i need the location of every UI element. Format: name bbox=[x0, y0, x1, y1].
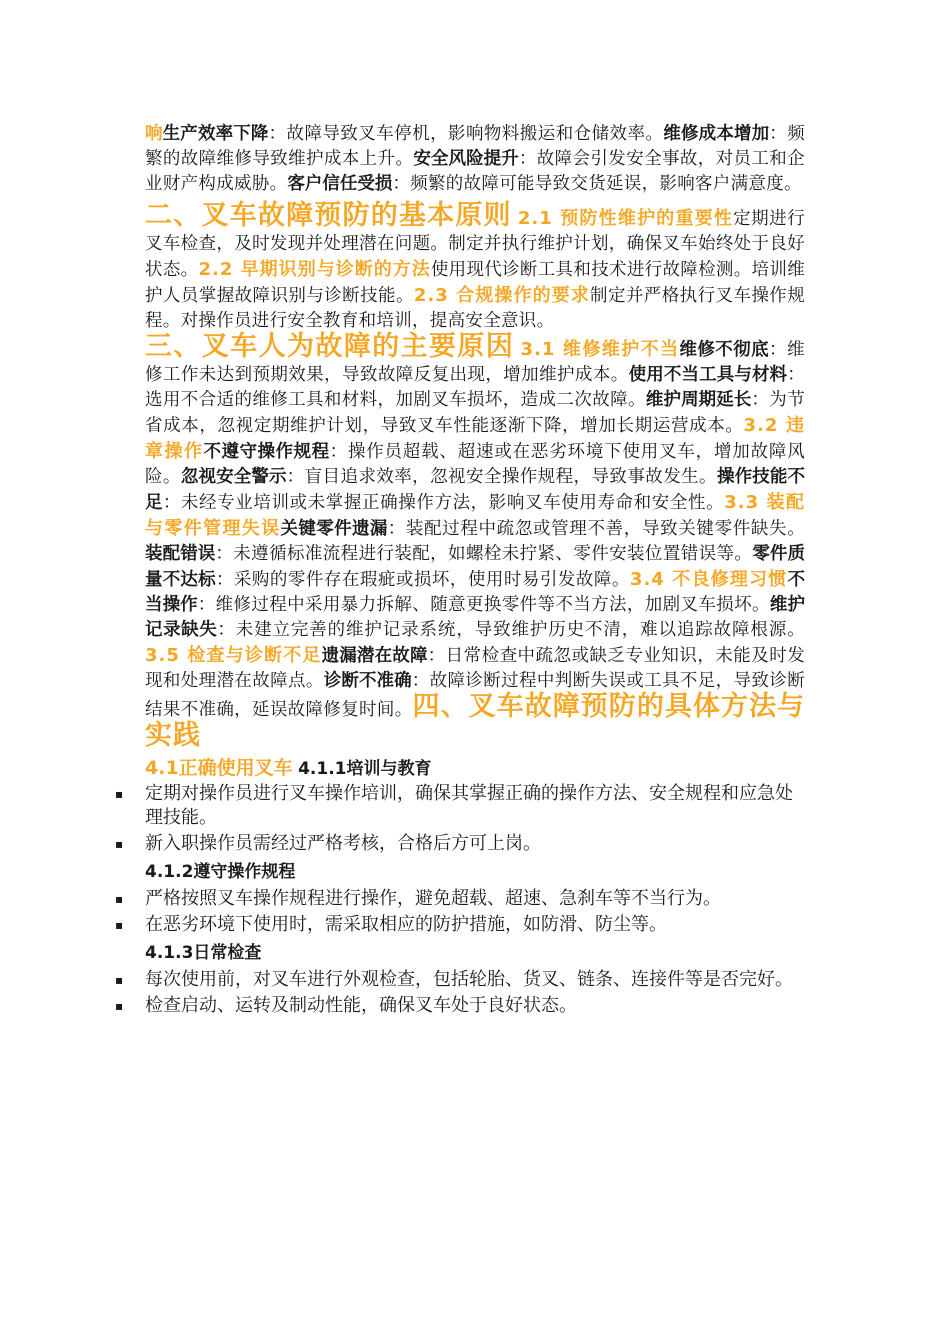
list-item-text: 严格按照叉车操作规程进行操作，避免超载、超速、急刹车等不当行为。 bbox=[145, 888, 721, 909]
list-item-text: 每次使用前，对叉车进行外观检查，包括轮胎、货叉、链条、连接件等是否完好。 bbox=[145, 969, 793, 990]
list-item bbox=[115, 913, 805, 937]
bullet-icon: ▪ bbox=[115, 892, 124, 906]
body-text: ：故障诊断过程中判断失误或工具不足，导致诊断结果不准确，延误故障修复时间。 bbox=[145, 671, 806, 720]
list-item bbox=[115, 994, 805, 1018]
body-text: 使用现代诊断工具和技术进行故障检测。培训维护人员掌握故障识别与诊断技能。 bbox=[145, 260, 805, 306]
list-item-text: 在恶劣环境下使用时，需采取相应的防护措施，如防滑、防尘等。 bbox=[145, 914, 667, 935]
body-text: ：未经专业培训或未掌握正确操作方法，影响叉车使用寿命和安全性。 bbox=[162, 493, 725, 513]
list-item bbox=[115, 968, 805, 992]
list-item bbox=[115, 832, 805, 856]
body-text: ：维修工作未达到预期效果，导致故障反复出现，增加维护成本。 bbox=[145, 340, 805, 385]
subsection-heading-4-1-2 bbox=[145, 860, 805, 885]
subsection-heading-3-1: 3.1 维修维护不当 bbox=[520, 339, 680, 360]
document-content bbox=[115, 122, 806, 1020]
bold-term: 操作技能不足 bbox=[145, 467, 806, 513]
list-item-text: 新入职操作员需经过严格考核，合格后方可上岗。 bbox=[145, 833, 541, 854]
bold-term: 使用不当工具与材料 bbox=[628, 365, 788, 385]
bold-term: 维护记录缺失 bbox=[145, 595, 806, 640]
body-text: ：装配过程中疏忽或管理不善，导致关键零件缺失。 bbox=[387, 519, 806, 539]
subsection-title-4-1: 4.1正确使用叉车 bbox=[145, 757, 293, 779]
bullet-icon: ▪ bbox=[115, 999, 124, 1013]
body-text: ：未建立完善的维护记录系统，导致维护历史不清，难以追踪故障根源。 bbox=[217, 620, 806, 640]
paragraph-causes bbox=[145, 331, 806, 752]
body-text: ：操作员超载、超速或在恶劣环境下使用叉车，增加故障风险。 bbox=[145, 442, 806, 487]
subsection-heading-3-4: 3.4 不良修理习惯 bbox=[629, 569, 788, 590]
list-item-text: 检查启动、运转及制动性能，确保叉车处于良好状态。 bbox=[145, 995, 577, 1016]
section-heading-3: 三、叉车人为故障的主要原因 bbox=[145, 331, 515, 362]
body-text: ：频繁的故障维修导致维护成本上升。 bbox=[145, 124, 806, 169]
bold-term: 遗漏潜在故障 bbox=[321, 646, 428, 666]
body-text: ：维修过程中采用暴力拆解、随意更换零件等不当方法，加剧叉车损坏。 bbox=[197, 595, 770, 615]
bullet-icon: ▪ bbox=[115, 918, 124, 932]
body-text: ：采购的零件存在瑕疵或损坏，使用时易引发故障。 bbox=[215, 570, 630, 590]
subsection-title-4-1-2: 4.1.2遵守操作规程 bbox=[145, 862, 296, 882]
section-4-1 bbox=[115, 756, 805, 1018]
subsection-heading-2-1: 2.1 预防性维护的重要性 bbox=[517, 208, 734, 229]
bold-term: 零件质量不达标 bbox=[145, 544, 806, 590]
paragraph-impact bbox=[145, 122, 805, 197]
bold-term: 诊断不准确 bbox=[323, 671, 412, 691]
subsection-heading-4-1-3 bbox=[145, 941, 805, 966]
list-4-1-3 bbox=[115, 968, 805, 1018]
body-text: ：盲目追求效率，忽视安全操作规程，导致事故发生。 bbox=[286, 467, 717, 487]
bold-term: 维修不彻底 bbox=[679, 340, 769, 360]
bold-term: 维修成本增加 bbox=[663, 124, 770, 144]
subsection-title-4-1-3: 4.1.3日常检查 bbox=[145, 943, 262, 963]
bold-term: 维护周期延长 bbox=[645, 390, 752, 410]
bold-term: 关键零件遗漏 bbox=[280, 519, 388, 539]
bold-term: 客户信任受损 bbox=[287, 174, 393, 194]
section-heading-2: 二、叉车故障预防的基本原则 bbox=[145, 200, 512, 231]
subsection-heading-3-3: 3.3 装配与零件管理失误 bbox=[145, 492, 805, 539]
section-heading-4: 四、叉车故障预防的具体方法与实践 bbox=[145, 691, 806, 751]
subsection-heading-2-2: 2.2 早期识别与诊断的方法 bbox=[198, 259, 431, 280]
list-item bbox=[115, 887, 805, 911]
body-text: 定期进行叉车检查，及时发现并处理潜在问题。制定并执行维护计划，确保叉车始终处于良好状态。 bbox=[145, 209, 805, 280]
body-text: ：频繁的故障可能导致交货延误，影响客户满意度。 bbox=[392, 174, 802, 194]
body-text: ：未遵循标准流程进行装配，如螺栓未拧紧、零件安装位置错误等。 bbox=[215, 544, 753, 564]
body-text: ：故障会引发安全事故，对员工和企业财产构成威胁。 bbox=[145, 149, 805, 194]
bold-term: 装配错误 bbox=[145, 544, 216, 564]
subsection-heading-3-2: 3.2 违章操作 bbox=[145, 415, 805, 462]
bold-term: 不当操作 bbox=[145, 570, 806, 615]
bold-term: 安全风险提升 bbox=[413, 149, 519, 169]
subsection-heading-4-1 bbox=[145, 756, 805, 782]
body-text: ：日常检查中疏忽或缺乏专业知识，未能及时发现和处理潜在故障点。 bbox=[145, 646, 806, 691]
bold-term: 不遵守操作规程 bbox=[203, 442, 330, 462]
list-4-1-1 bbox=[115, 782, 805, 856]
subsection-heading-2-3: 2.3 合规操作的要求 bbox=[413, 285, 591, 306]
bullet-icon: ▪ bbox=[115, 787, 124, 801]
bold-term: 生产效率下降 bbox=[162, 124, 269, 144]
accent-fragment: 响 bbox=[145, 124, 163, 144]
bullet-icon: ▪ bbox=[115, 837, 124, 851]
body-text: ：为节省成本，忽视定期维护计划，导致叉车性能逐渐下降，增加长期运营成本。 bbox=[145, 390, 805, 436]
bold-term: 忽视安全警示 bbox=[180, 467, 287, 487]
list-4-1-2 bbox=[115, 887, 805, 937]
subsection-title-4-1-1: 4.1.1培训与教育 bbox=[298, 759, 432, 779]
bullet-icon: ▪ bbox=[115, 973, 124, 987]
body-text: ：故障导致叉车停机，影响物料搬运和仓储效率。 bbox=[268, 124, 664, 144]
paragraph-principles bbox=[145, 200, 806, 334]
body-text: 制定并严格执行叉车操作规程。对操作员进行安全教育和培训，提高安全意识。 bbox=[145, 286, 806, 331]
subsection-heading-3-5: 3.5 检查与诊断不足 bbox=[145, 645, 322, 666]
list-item bbox=[115, 782, 805, 830]
body-text: ：选用不合适的维修工具和材料，加剧叉车损坏，造成二次故障。 bbox=[145, 365, 805, 410]
list-item-text: 定期对操作员进行叉车操作培训，确保其掌握正确的操作方法、安全规程和应急处理技能。 bbox=[145, 783, 793, 828]
